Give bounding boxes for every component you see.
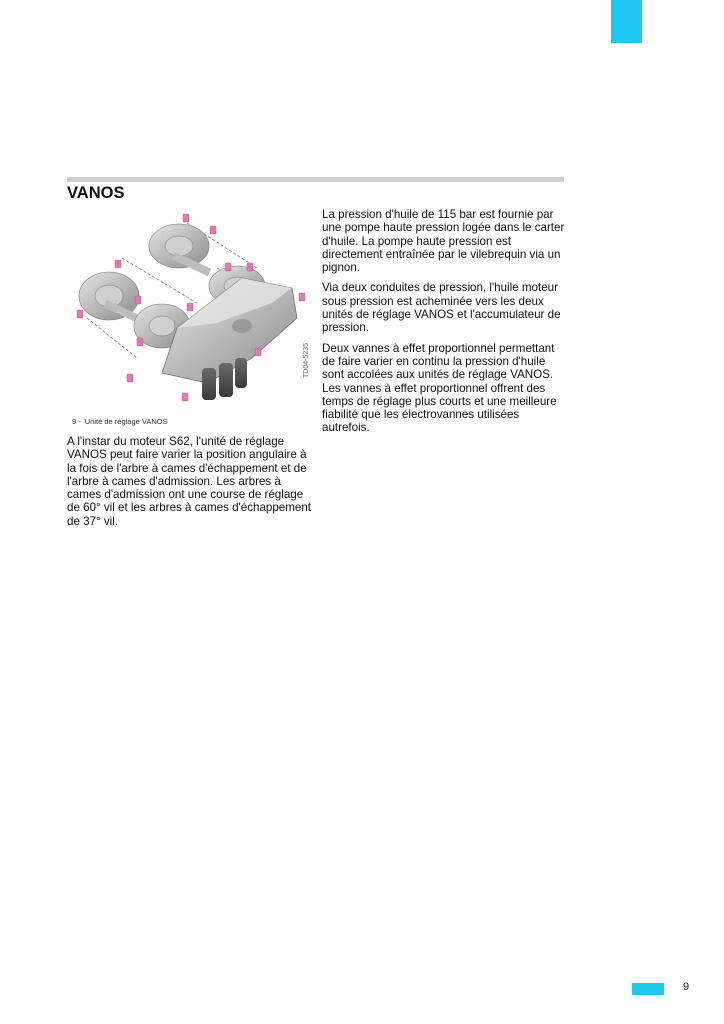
figure-caption [72, 417, 168, 426]
page-number: 9 [683, 981, 690, 993]
bottom-accent-tab [632, 983, 664, 995]
top-accent-tab [611, 0, 642, 43]
section-title: VANOS [67, 184, 125, 202]
right-body-column [322, 208, 565, 442]
paragraph-oil-pressure: La pression d'huile de 115 bar est fournie par une pompe haute pression logée dans le carter d'huile. La pompe haute pression est directement entraînée par le vilebrequin via un pignon. [322, 208, 565, 275]
caption-number: 9 - [72, 417, 81, 426]
caption-text: Unité de réglage VANOS [84, 417, 168, 426]
paragraph-proportional-valves: Deux vannes à effet proportionnel permettant de faire varier en continu la pression d'huile sont accolées aux unités de réglage VANOS. Les vannes à effet proportionnel offrent des temps de réglage plus courts et une meilleure fiabilité que les électrovannes utilisées autrefois. [322, 341, 557, 435]
figure-code: TD04-5235 [303, 342, 310, 378]
left-body-paragraph: A l'instar du moteur S62, l'unité de réglage VANOS peut faire varier la position angulaire à la fois de l'arbre à cames d'échappement et de l'arbre à cames d'admission. Les arbres à cames d'admission ont une course de réglage de 60° vil et les arbres à cames d'échappement de 37° vil. [67, 435, 312, 528]
paragraph-pressure-lines: Via deux conduites de pression, l'huile moteur sous pression est acheminée vers les deux unités de réglage VANOS et l'accumulateur de pression. [322, 281, 561, 335]
section-rule [67, 177, 564, 182]
vanos-unit-illustration [67, 208, 312, 414]
